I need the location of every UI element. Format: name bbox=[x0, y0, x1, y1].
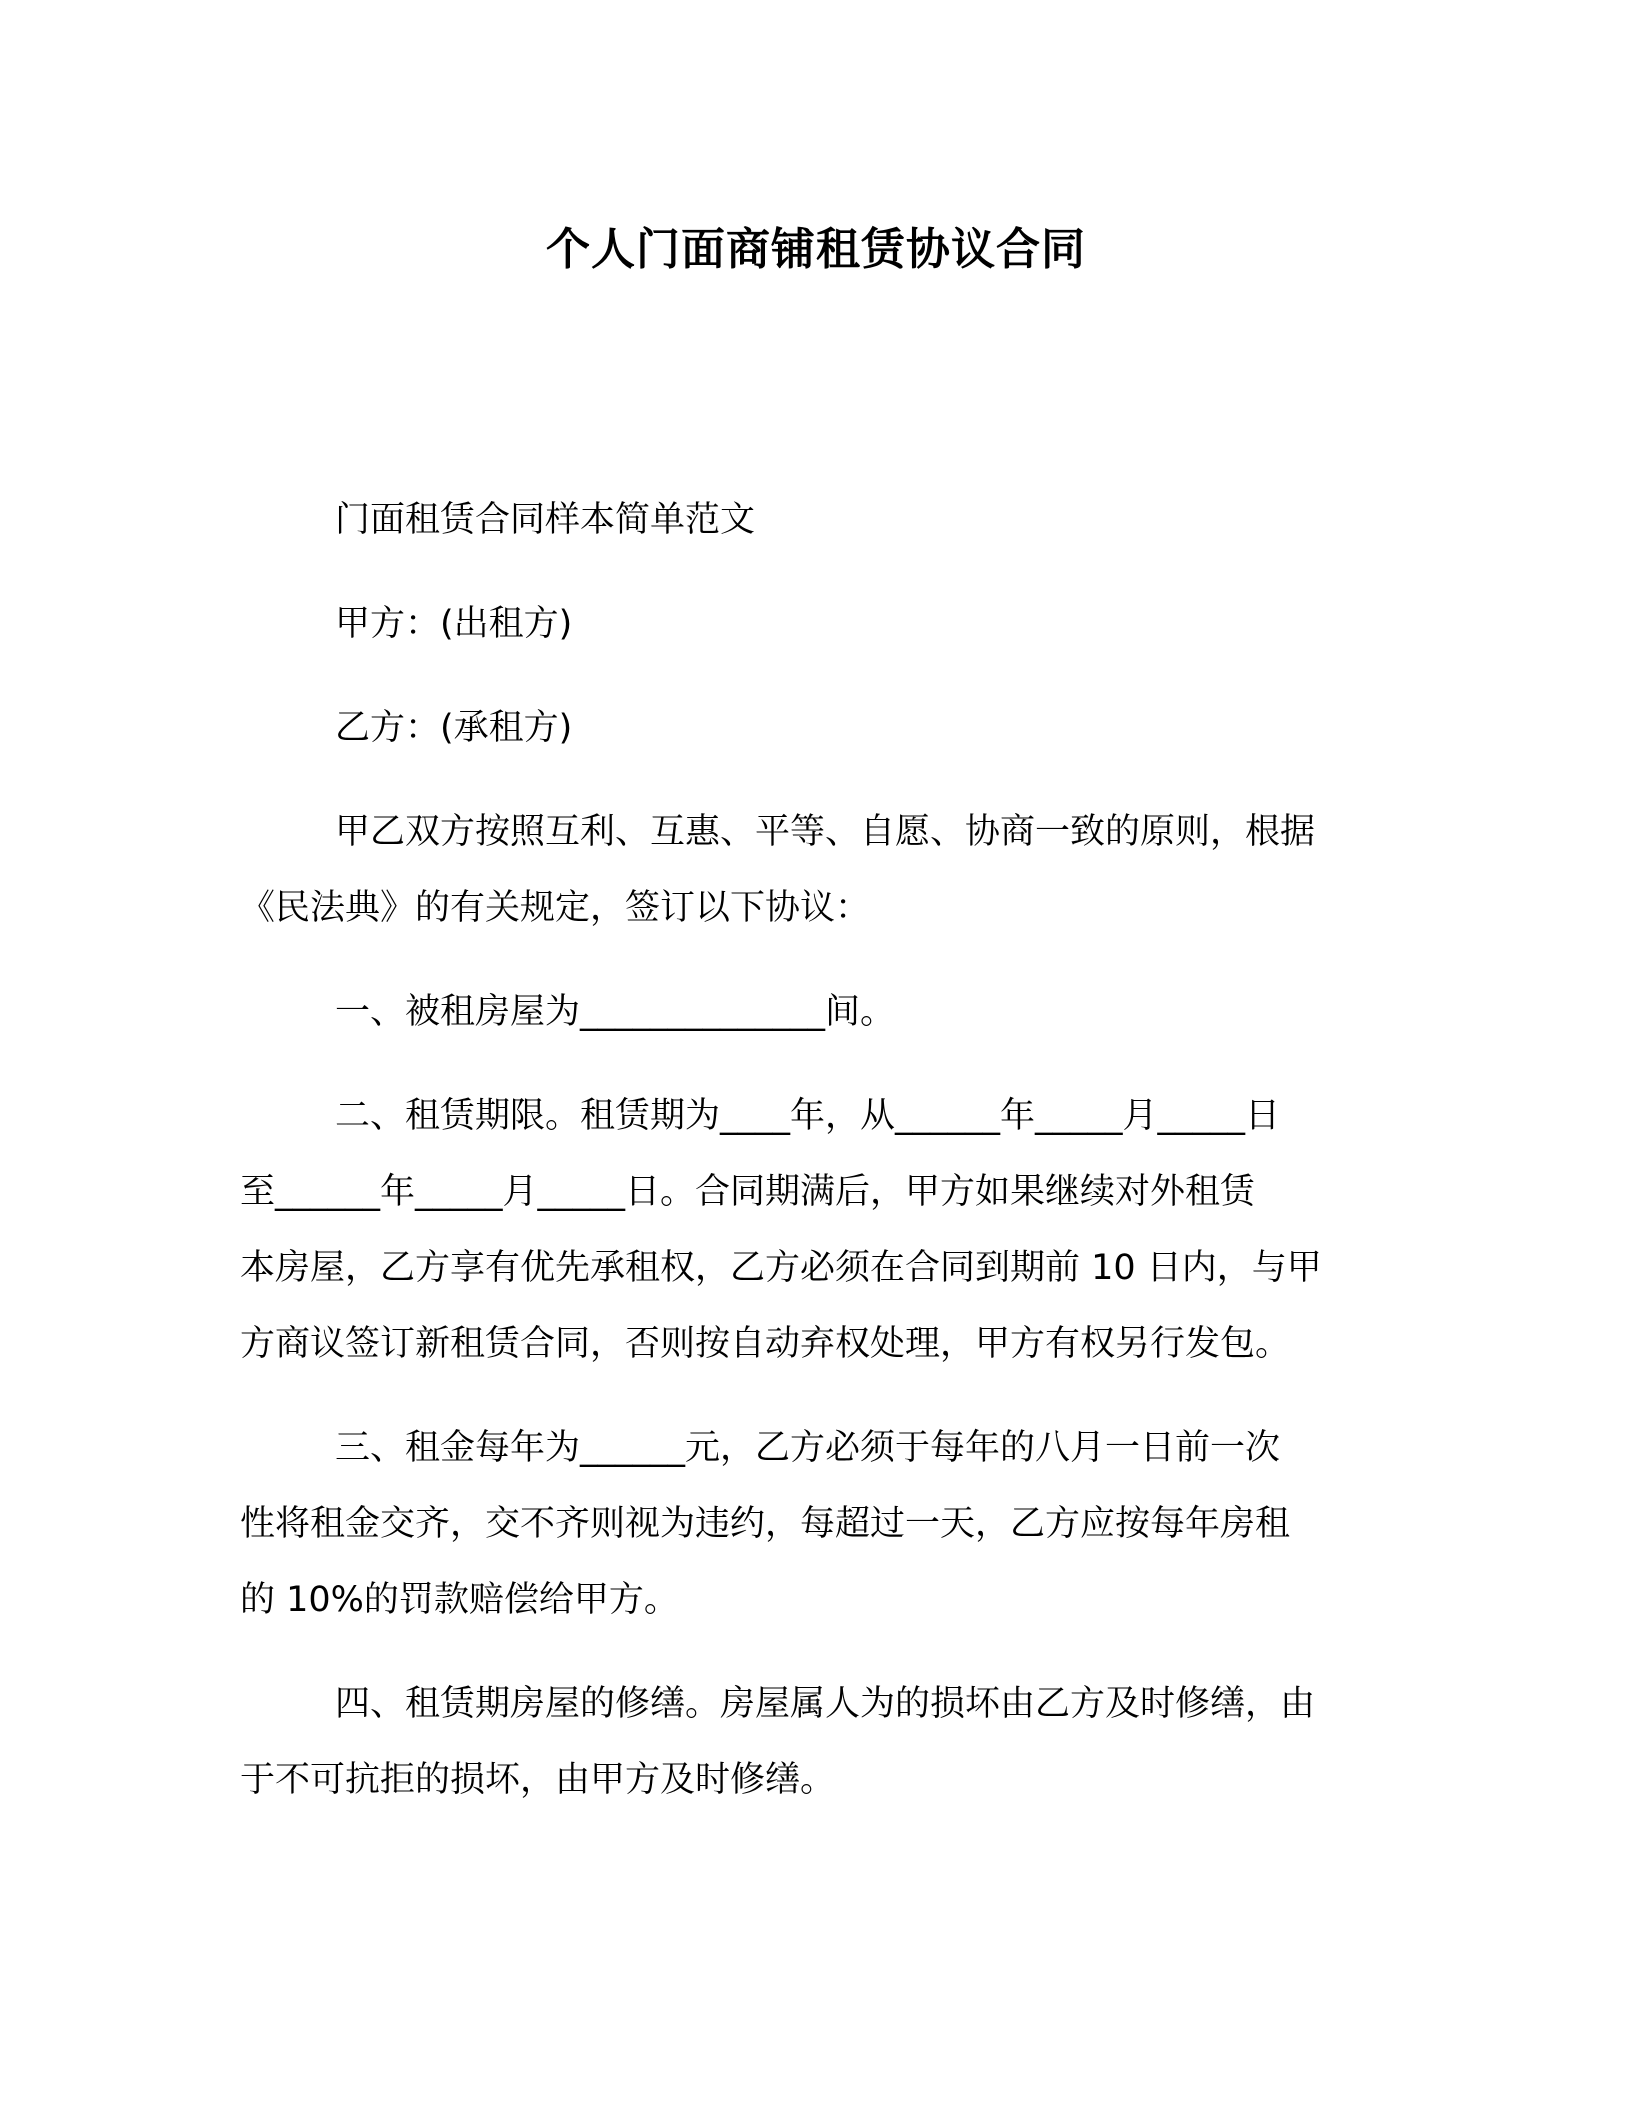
clause-2-line-4: 方商议签订新租赁合同，否则按自动弃权处理，甲方有权另行发包。 bbox=[240, 1324, 1291, 1364]
clause-1-line-1: 一、被租房屋为______________间。 bbox=[335, 992, 896, 1032]
clause-4-line-2: 于不可抗拒的损坏，由甲方及时修缮。 bbox=[240, 1760, 836, 1800]
clause-2-line-3: 本房屋，乙方享有优先承租权，乙方必须在合同到期前 10 日内，与甲 bbox=[240, 1248, 1322, 1288]
document-title: 个人门面商铺租赁协议合同 bbox=[546, 224, 1086, 275]
intro-paragraph-line-1: 甲乙双方按照互利、互惠、平等、自愿、协商一致的原则，根据 bbox=[335, 812, 1316, 852]
party-a-line: 甲方：(出租方) bbox=[335, 604, 573, 644]
intro-paragraph-line-2: 《民法典》的有关规定，签订以下协议： bbox=[240, 888, 871, 928]
clause-3-line-1: 三、租金每年为______元，乙方必须于每年的八月一日前一次 bbox=[335, 1428, 1281, 1468]
clause-2-line-1: 二、租赁期限。租赁期为____年，从______年_____月_____日 bbox=[335, 1096, 1281, 1136]
party-b-line: 乙方：(承租方) bbox=[335, 708, 573, 748]
clause-4-line-1: 四、租赁期房屋的修缮。房屋属人为的损坏由乙方及时修缮，由 bbox=[335, 1684, 1316, 1724]
clause-3-line-2: 性将租金交齐，交不齐则视为违约，每超过一天，乙方应按每年房租 bbox=[240, 1504, 1291, 1544]
clause-3-line-3: 的 10%的罚款赔偿给甲方。 bbox=[240, 1580, 679, 1620]
subtitle-line: 门面租赁合同样本简单范文 bbox=[335, 500, 756, 540]
clause-2-line-2: 至______年_____月_____日。合同期满后，甲方如果继续对外租赁 bbox=[240, 1172, 1256, 1212]
